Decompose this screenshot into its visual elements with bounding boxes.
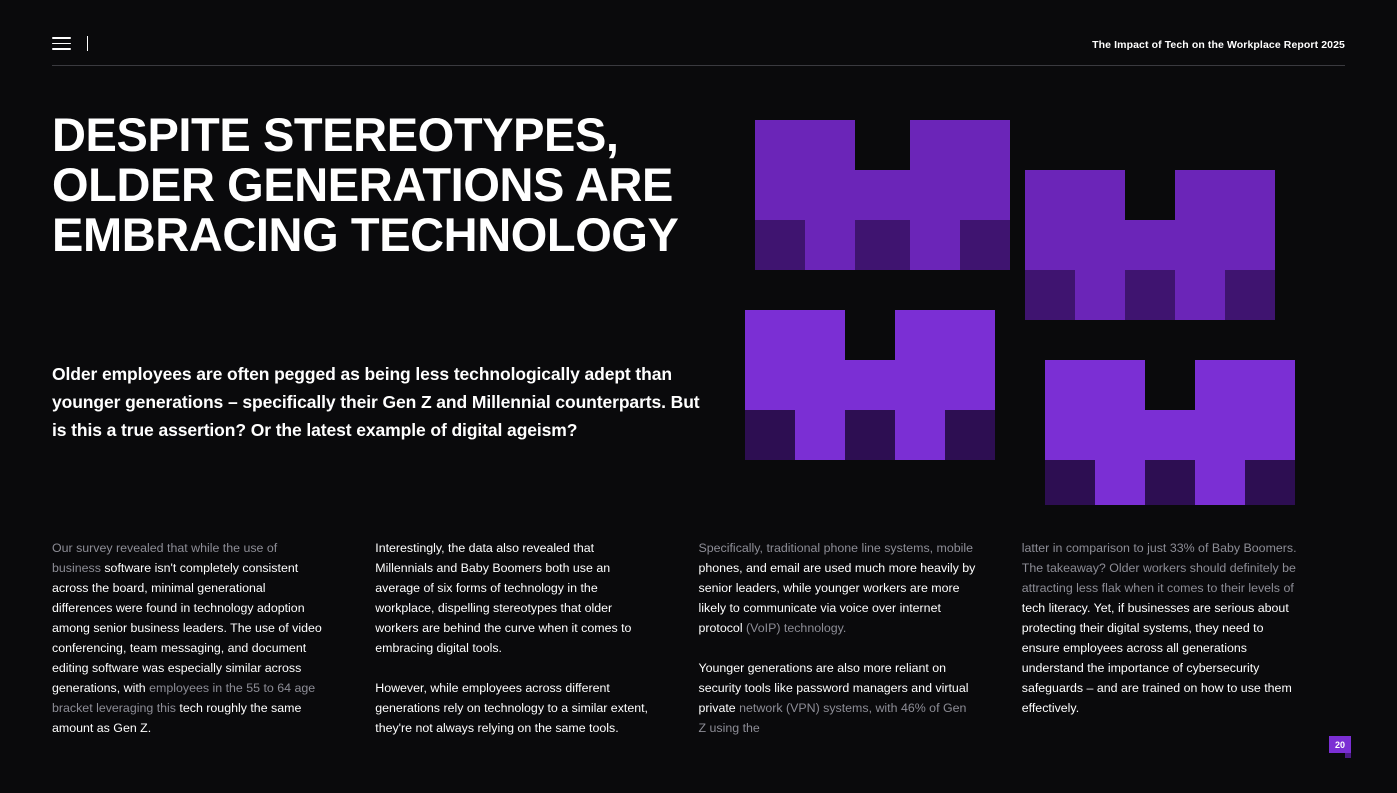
body-paragraph bbox=[375, 538, 652, 658]
body-text-run: (VoIP) technology. bbox=[746, 621, 847, 635]
page-number-badge bbox=[1329, 736, 1357, 760]
body-paragraph bbox=[699, 658, 976, 738]
vertical-bar-icon bbox=[87, 36, 88, 51]
body-paragraph bbox=[52, 538, 329, 738]
body-text-run: software isn't completely consistent across the board, minimal generational differences were found in technology adoption among senior business leaders. The use of video conferencing, team messaging, and document editing software was especially similar across generations, with bbox=[52, 561, 322, 695]
body-text-run: employees in the 55 to 64 age bracket leveraging this bbox=[52, 681, 316, 715]
page-number-label: 20 bbox=[1329, 736, 1351, 753]
body-text-run: Younger generations are also more reliant on security tools like password managers and virtual private bbox=[698, 661, 969, 715]
body-text-run: Specifically, traditional phone line systems, mobile bbox=[698, 541, 974, 555]
body-column-1 bbox=[52, 538, 375, 738]
purple-zigzag-arrow-pattern bbox=[745, 110, 1345, 510]
body-text-run: tech literacy. Yet, if businesses are serious about protecting their digital systems, they need to ensure employees across all generations understand the importance of cybersecurity safeguards – and are trained on how to use them effectively. bbox=[1021, 601, 1292, 715]
body-text-run: tech roughly the same amount as Gen Z. bbox=[52, 701, 302, 735]
page-title: DESPITE STEREOTYPES, OLDER GENERATIONS ARE EMBRACING TECHNOLOGY bbox=[52, 108, 679, 261]
header-left-group bbox=[52, 26, 88, 51]
body-text-run: phones, and email are used much more heavily by senior leaders, while younger workers are more likely to communicate via voice over internet protocol bbox=[698, 561, 976, 635]
body-paragraph bbox=[1022, 538, 1299, 718]
body-text-run: However, while employees across different generations rely on technology to a similar extent, they're not always relying on the same tools. bbox=[375, 681, 648, 735]
body-text-run: latter in comparison to just 33% of Baby Boomers. The takeaway? Older workers should definitely be attracting less flak when it comes to their levels of bbox=[1021, 541, 1297, 595]
body-column-4 bbox=[1022, 538, 1345, 738]
report-title: The Impact of Tech on the Workplace Report 2025 bbox=[1092, 39, 1345, 51]
body-text-run: network (VPN) systems, with 46% of Gen Z using the bbox=[698, 701, 967, 735]
hamburger-icon[interactable] bbox=[52, 37, 71, 50]
body-paragraph bbox=[375, 678, 652, 738]
body-text-run: Our survey revealed that while the use of business bbox=[52, 541, 278, 575]
body-text-run: Interestingly, the data also revealed that Millennials and Baby Boomers both use an average of six forms of technology in the workplace, dispelling stereotypes that older workers are behind the curve when it comes to embracing digital tools. bbox=[375, 541, 632, 655]
page-header bbox=[52, 26, 1345, 66]
body-paragraph bbox=[699, 538, 976, 638]
body-columns bbox=[52, 538, 1345, 738]
standfirst-text: Older employees are often pegged as being less technologically adept than younger generations – specifically their Gen Z and Millennial counterparts. But is this a true assertion? Or the latest example of digital ageism? bbox=[52, 364, 700, 440]
body-column-3 bbox=[699, 538, 1022, 738]
body-column-2 bbox=[375, 538, 698, 738]
